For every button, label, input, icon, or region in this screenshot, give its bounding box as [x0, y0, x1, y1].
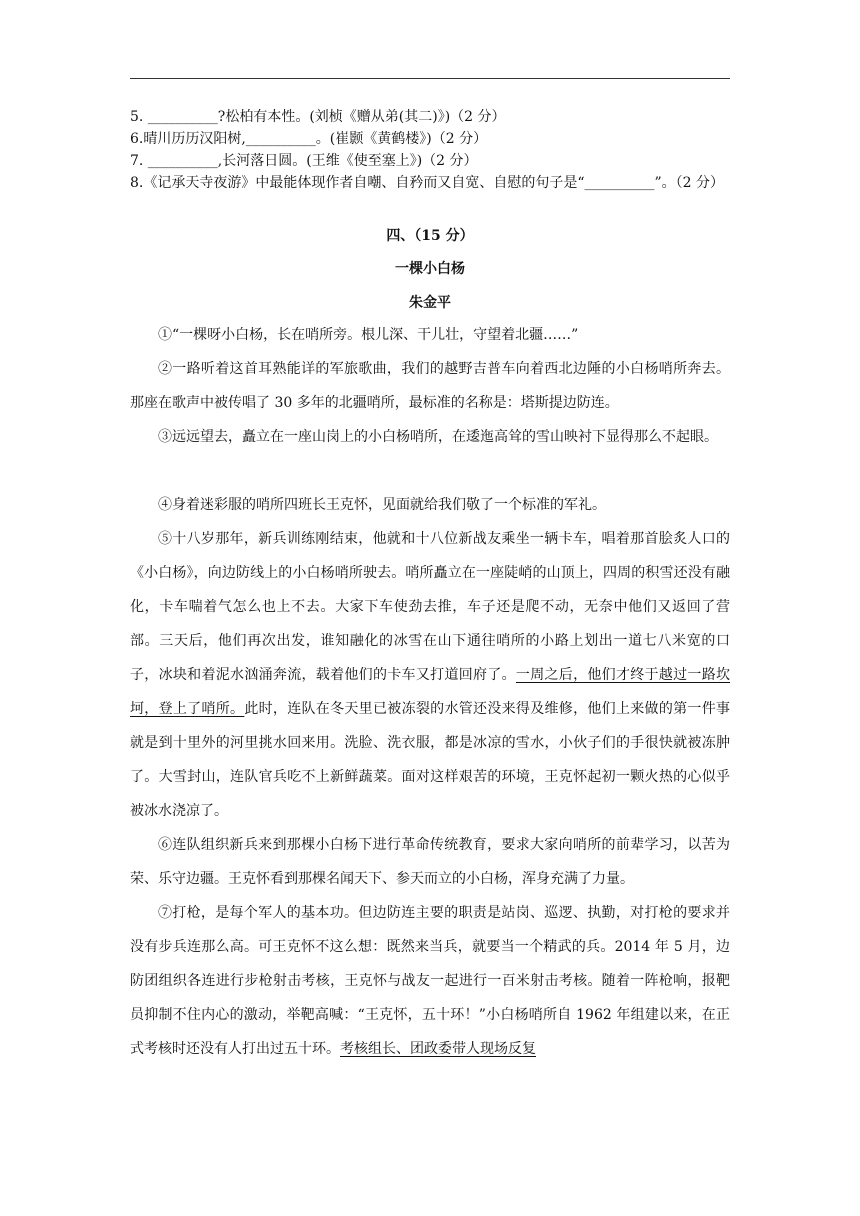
paragraph-4: ④身着迷彩服的哨所四班长王克怀，见面就给我们敬了一个标准的军礼。 — [158, 497, 606, 513]
paragraph-6: ⑥连队组织新兵来到那棵小白杨下进行革命传统教育，要求大家向哨所的前辈学习，以苦为荣、乐守边疆。王克怀看到那棵名闻天下、参天而立的小白杨，浑身充满了力量。 — [130, 837, 730, 887]
header-rule — [130, 78, 730, 79]
question-7: 7. __________,长河落日圆。(王维《使至塞上》)（2 分） — [130, 153, 478, 169]
question-8: 8.《记承天寺夜游》中最能体现作者自嘲、自矜而又自宽、自慰的句子是“__________”。（2 分） — [130, 175, 725, 191]
article-title: 一棵小白杨 — [395, 261, 465, 277]
paragraph-2: ②一路听着这首耳熟能详的军旅歌曲，我们的越野吉普车向着西北边陲的小白杨哨所奔去。那座在歌声中被传唱了 30 多年的北疆哨所，最标准的名称是：塔斯提边防连。 — [130, 361, 730, 411]
section-heading: 四、（15 分） — [386, 228, 474, 244]
paragraph-1: ①“一棵呀小白杨，长在哨所旁。根儿深、干儿壮，守望着北疆……” — [158, 327, 579, 343]
paragraph-7-text-a: ⑦打枪，是每个军人的基本功。但边防连主要的职责是站岗、巡逻、执勤，对打枪的要求并没有步兵连那么高。可王克怀不这么想：既然来当兵，就要当一个精武的兵。2014 年 5 月，边防团组织各连进行步枪射击考核，王克怀与战友一起进行一百米射击考核。随着一阵枪响，报靶员抑制不住内心的激动，举靶高喊：“王克怀，五十环！”小白杨哨所自 1962 年组建以来，在正式考核时还没有人打出过五十环。 — [130, 905, 730, 1057]
paragraph-5 — [130, 522, 730, 828]
paragraph-7 — [130, 896, 730, 1066]
underlined-sentence-2: 考核组长、团政委带人现场反复 — [340, 1041, 536, 1057]
paragraph-5-text-c: 此时，连队在冬天里已被冻裂的水管还没来得及维修，他们上来做的第一件事就是到十里外的河里挑水回来用。洗脸、洗衣服，都是冰凉的雪水，小伙子们的手很快就被冻肿了。大雪封山，连队官兵吃不上新鲜蔬菜。面对这样艰苦的环境，王克怀起初一颗火热的心似乎被冰水浇凉了。 — [130, 701, 731, 819]
paragraph-3: ③远远望去，矗立在一座山岗上的小白杨哨所，在逶迤高耸的雪山映衬下显得那么不起眼。 — [158, 429, 718, 445]
article-author: 朱金平 — [409, 295, 451, 311]
question-6: 6.晴川历历汉阳树,__________。(崔颢《黄鹤楼》)（2 分） — [130, 131, 488, 147]
paragraph-5-text-a: ⑤十八岁那年，新兵训练刚结束，他就和十八位新战友乘坐一辆卡车，唱着那首脍炙人口的《小白杨》，向边防线上的小白杨哨所驶去。哨所矗立在一座陡峭的山顶上，四周的积雪还没有融化，卡车喘着气怎么也上不去。大家下车使劲去推，车子还是爬不动，无奈中他们又返回了营部。三天后，他们再次出发，谁知融化的冰雪在山下通往哨所的小路上划出一道七八米宽的口子，冰块和着泥水汹涌奔流，载着他们的卡车又打道回府了。 — [130, 531, 730, 683]
underlined-sentence-1: 一周之后，他们才终于越过一路坎坷，登上了哨所。 — [130, 667, 731, 717]
question-5: 5. __________?松柏有本性。(刘桢《赠从弟(其二)》)（2 分） — [130, 109, 506, 125]
